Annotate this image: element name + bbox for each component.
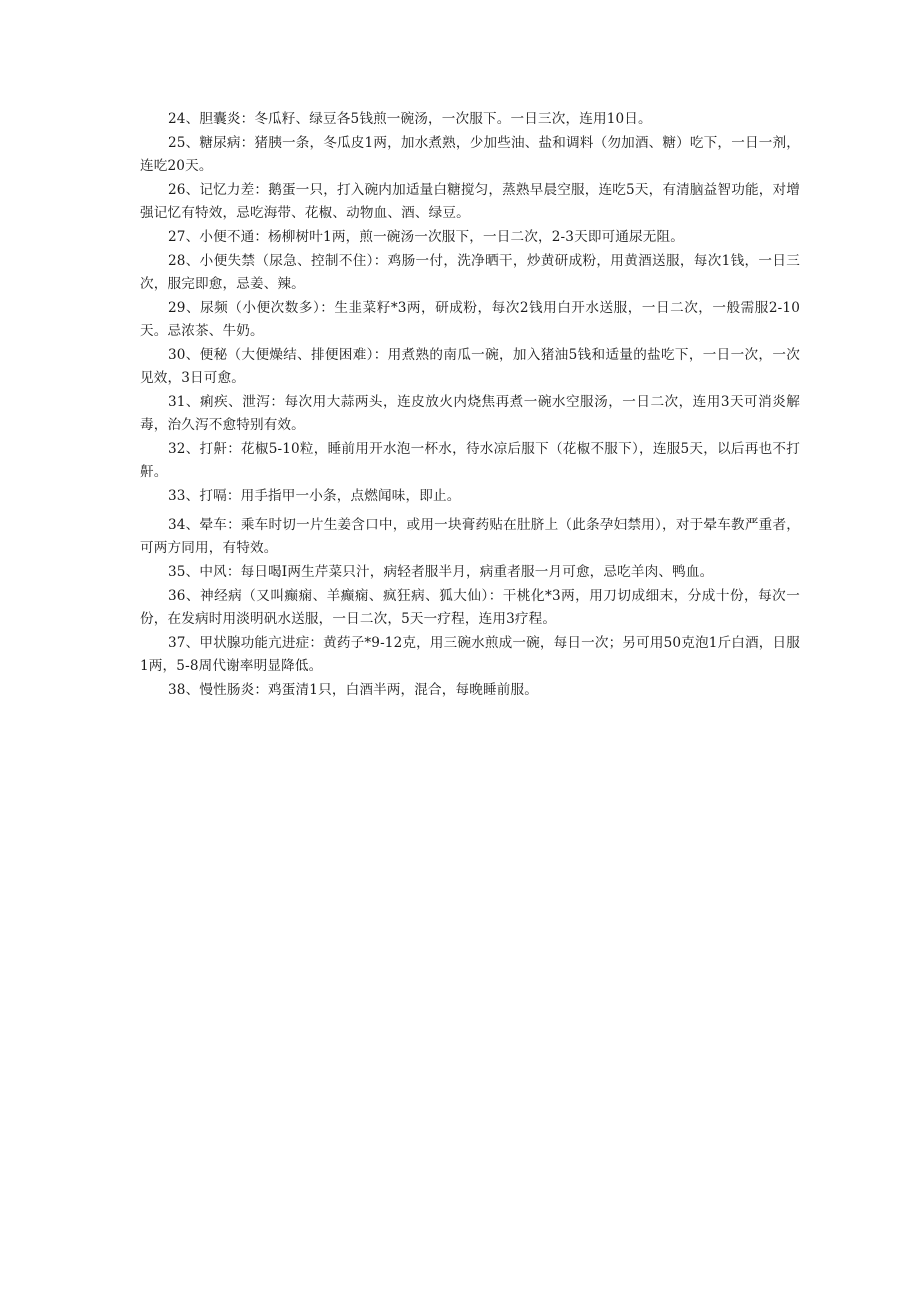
remedy-entry-25: 25、糖尿病：猪胰一条，冬瓜皮1两，加水煮熟，少加些油、盐和调料（勿加酒、糖）吃下，一日一剂，连吃20天。 — [140, 135, 800, 174]
remedy-entry-29: 29、尿频（小便次数多）：生韭菜籽*3两，研成粉，每次2钱用白开水送服，一日二次，一般需服2-10天。忌浓茶、牛奶。 — [140, 300, 800, 339]
remedy-entry-31: 31、痢疾、泄泻：每次用大蒜两头，连皮放火内烧焦再煮一碗水空服汤，一日二次，连用3天可消炎解毒，治久泻不愈特别有效。 — [140, 394, 800, 433]
remedy-entry-32: 32、打鼾：花椒5-10粒，睡前用开水泡一杯水，待水凉后服下（花椒不服下），连服5天，以后再也不打鼾。 — [140, 441, 800, 480]
remedy-entry-34: 34、晕车：乘车时切一片生姜含口中，或用一块膏药贴在肚脐上（此条孕妇禁用），对于晕车教严重者，可两方同用，有特效。 — [140, 517, 800, 556]
remedy-entry-30: 30、便秘（大便燥结、排便困难）：用煮熟的南瓜一碗，加入猪油5钱和适量的盐吃下，一日一次，一次见效，3日可愈。 — [140, 347, 800, 386]
remedy-entry-35: 35、中风：每日喝I两生芹菜只汁，病轻者服半月，病重者服一月可愈，忌吃羊肉、鸭血。 — [168, 564, 714, 580]
remedy-entry-24: 24、胆囊炎：冬瓜籽、绿豆各5钱煎一碗汤，一次服下。一日三次，连用10日。 — [168, 111, 652, 127]
remedy-entry-38: 38、慢性肠炎：鸡蛋清1只，白酒半两，混合，每晚睡前服。 — [168, 682, 538, 698]
remedy-entry-36: 36、神经病（又叫癫痫、羊癫痫、疯狂病、狐大仙）：干桃化*3两，用刀切成细末，分成十份，每次一份，在发病时用淡明矾水送服，一日二次，5天一疗程，连用3疗程。 — [140, 588, 800, 627]
document-body — [140, 108, 800, 703]
remedy-entry-27: 27、小便不通：杨柳树叶1两，煎一碗汤一次服下，一日二次，2-3天即可通尿无阻。 — [168, 229, 685, 245]
remedy-entry-26: 26、记忆力差：鹅蛋一只，打入碗内加适量白糖搅匀，蒸熟早晨空服，连吃5天，有清脑益智功能，对增强记忆有特效，忌吃海带、花椒、动物血、酒、绿豆。 — [140, 182, 800, 221]
remedy-entry-28: 28、小便失禁（尿急、控制不住）：鸡肠一付，洗净晒干，炒黄研成粉，用黄酒送服，每次1钱，一日三次，服完即愈，忌姜、辣。 — [140, 253, 800, 292]
remedy-entry-33: 33、打嗝：用手指甲一小条，点燃闻味，即止。 — [168, 488, 461, 504]
remedy-entry-37: 37、甲状腺功能亢进症：黄药子*9-12克，用三碗水煎成一碗，每日一次；另可用50克泡1斤白酒，日服1两，5-8周代谢率明显降低。 — [140, 635, 800, 674]
